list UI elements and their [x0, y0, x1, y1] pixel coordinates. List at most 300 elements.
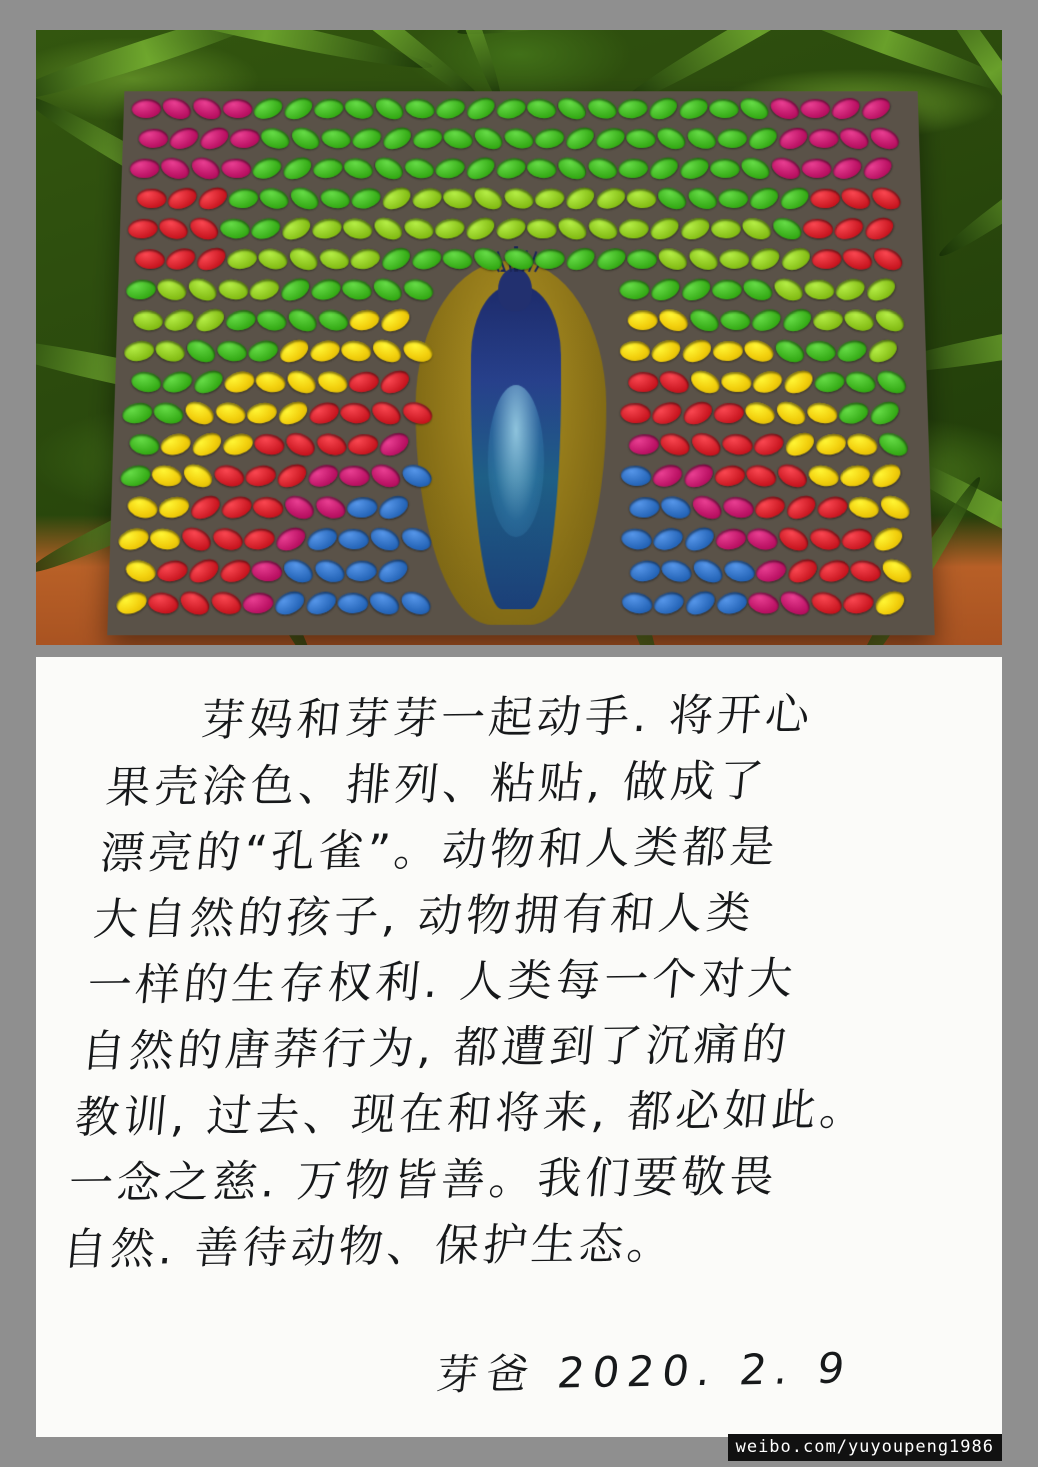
mosaic-shell — [562, 123, 597, 153]
mosaic-shell — [779, 305, 815, 336]
mosaic-shell — [276, 335, 312, 367]
mosaic-shell — [685, 124, 720, 153]
mosaic-shell — [350, 125, 384, 152]
mosaic-shell — [160, 368, 194, 396]
mosaic-shell — [380, 123, 415, 154]
mosaic-shell — [806, 400, 839, 426]
mosaic-shell — [680, 397, 716, 429]
mosaic-shell — [687, 366, 723, 397]
mosaic-shell — [746, 589, 780, 616]
mosaic-shell — [745, 525, 779, 553]
mosaic-shell — [309, 276, 343, 302]
mosaic-shell — [594, 184, 629, 213]
mosaic-shell — [875, 428, 911, 460]
mosaic-shell — [840, 526, 874, 552]
mosaic-shell — [375, 555, 411, 587]
mosaic-shell — [403, 155, 436, 181]
mosaic-shell — [649, 398, 684, 428]
mosaic-shell — [286, 243, 322, 274]
mosaic-shell — [163, 245, 198, 274]
mosaic-shell — [159, 94, 194, 123]
mosaic-shell — [720, 309, 751, 331]
mosaic-shell — [307, 399, 342, 427]
mosaic-shell — [866, 397, 902, 429]
mosaic-shell — [251, 495, 284, 520]
mosaic-shell — [320, 127, 352, 151]
mosaic-shell — [306, 461, 341, 490]
handwritten-signature: 芽爸 2020. 2. 9 — [433, 1343, 856, 1400]
mosaic-shell — [375, 492, 411, 524]
mosaic-shell — [410, 245, 444, 272]
mosaic-shell — [862, 213, 898, 244]
mosaic-shell — [257, 184, 292, 212]
mosaic-shell — [226, 247, 258, 271]
mosaic-shell — [223, 369, 257, 396]
mosaic-shell — [190, 366, 226, 398]
mosaic-shell — [280, 555, 316, 587]
mosaic-shell — [243, 527, 276, 551]
mosaic-shell — [877, 491, 913, 523]
mosaic-shell — [651, 589, 686, 618]
mosaic-shell — [349, 185, 383, 212]
mosaic-shell — [250, 559, 283, 583]
mosaic-shell — [315, 368, 350, 396]
mosaic-shell — [777, 587, 813, 620]
mosaic-shell — [804, 278, 836, 301]
mosaic-shell — [676, 94, 711, 122]
mosaic-shell — [619, 279, 649, 299]
mosaic-shell — [185, 274, 221, 305]
mosaic-shell — [218, 556, 253, 586]
mosaic-shell — [769, 153, 804, 183]
mosaic-shell — [656, 305, 691, 335]
mosaic-shell — [215, 338, 249, 364]
mosaic-shell — [255, 307, 289, 334]
mosaic-shell — [771, 274, 806, 305]
mosaic-shell — [781, 366, 817, 398]
mosaic-shell — [146, 590, 180, 615]
mosaic-shell — [811, 248, 843, 270]
mosaic-shell — [378, 305, 414, 336]
mosaic-shell — [690, 555, 726, 588]
mosaic-shell — [678, 274, 714, 304]
mosaic-shell — [810, 188, 841, 209]
mosaic-shell — [713, 463, 746, 488]
mosaic-shell — [628, 433, 660, 456]
mosaic-shell — [288, 123, 323, 153]
mosaic-shell — [251, 94, 285, 122]
mosaic-shell — [808, 525, 842, 553]
mosaic-shell — [312, 556, 348, 587]
mosaic-shell — [222, 98, 253, 119]
mosaic-shell — [312, 156, 344, 180]
mosaic-shell — [471, 123, 506, 154]
mosaic-shell — [272, 587, 308, 619]
mosaic-shell — [555, 153, 590, 184]
mosaic-shell — [282, 428, 318, 460]
mosaic-shell — [400, 398, 435, 428]
mosaic-shell — [463, 93, 498, 123]
watermark-label: weibo.com/yuyoupeng1986 — [728, 1434, 1002, 1461]
mosaic-shell — [833, 275, 868, 303]
mosaic-shell — [686, 244, 721, 274]
mosaic-shell — [366, 587, 402, 619]
mosaic-shell — [318, 246, 352, 272]
mosaic-shell — [341, 155, 375, 182]
mosaic-shell — [219, 217, 252, 241]
mosaic-shell — [658, 493, 693, 522]
mosaic-shell — [554, 93, 589, 123]
mosaic-shell — [136, 188, 167, 209]
mosaic-shell — [688, 428, 724, 460]
mosaic-shell — [813, 370, 846, 395]
mosaic-shell — [433, 156, 466, 182]
mosaic-shell — [719, 249, 749, 269]
mosaic-shell — [858, 94, 893, 124]
mosaic-shell — [525, 96, 558, 121]
mosaic-shell — [156, 214, 191, 243]
mosaic-shell — [195, 183, 230, 214]
mosaic-shell — [749, 306, 784, 335]
mosaic-shell — [281, 93, 316, 123]
mosaic-shell — [648, 336, 683, 366]
mosaic-shell — [618, 218, 649, 239]
mosaic-shell — [339, 401, 372, 425]
handwritten-line: 一样的生存权利. 人类每一个对大 — [85, 953, 799, 1012]
mosaic-shell — [402, 215, 436, 242]
mosaic-shell — [620, 341, 650, 362]
mosaic-shell — [368, 460, 404, 492]
mosaic-shell — [313, 97, 345, 120]
mosaic-shell — [874, 366, 910, 398]
mosaic-shell — [314, 430, 349, 459]
mosaic-shell — [847, 494, 881, 521]
mosaic-shell — [337, 592, 368, 613]
mosaic-shell — [123, 557, 158, 585]
mosaic-shell — [773, 397, 809, 429]
mosaic-shell — [872, 305, 908, 336]
mosaic-shell — [752, 493, 787, 521]
mosaic-shell — [247, 276, 281, 303]
mosaic-shell — [812, 308, 845, 332]
mosaic-shell — [715, 589, 750, 617]
mosaic-shell — [348, 246, 381, 272]
mosaic-shell — [220, 157, 252, 179]
mosaic-shell — [772, 335, 808, 366]
mosaic-shell — [747, 244, 782, 273]
mosaic-shell — [870, 523, 906, 555]
mosaic-shell — [342, 95, 376, 122]
mosaic-shell — [167, 124, 202, 153]
mosaic-shell — [534, 187, 566, 211]
mosaic-shell — [710, 158, 740, 178]
mosaic-shell — [377, 366, 413, 398]
mosaic-shell — [411, 126, 444, 151]
mosaic-shell — [739, 214, 774, 244]
mosaic-shell — [346, 496, 378, 519]
mosaic-shell — [471, 183, 506, 214]
mosaic-shell — [712, 340, 744, 362]
mosaic-shell — [863, 274, 899, 305]
mosaic-shell — [138, 128, 168, 148]
mosaic-shell — [194, 244, 229, 275]
mosaic-shell — [177, 587, 214, 620]
mosaic-shell — [709, 98, 740, 119]
mosaic-shell — [837, 124, 872, 153]
mosaic-shell — [304, 524, 340, 554]
mosaic-shell — [628, 310, 658, 330]
mosaic-shell — [659, 557, 694, 586]
mosaic-shell — [399, 461, 435, 491]
mosaic-shell — [401, 276, 436, 304]
mosaic-shell — [782, 428, 818, 460]
mosaic-shell — [217, 277, 250, 302]
mosaic-shell — [650, 461, 685, 490]
mosaic-shell — [190, 94, 225, 124]
mosaic-shell — [249, 215, 283, 243]
mosaic-shell — [803, 218, 834, 240]
handwritten-line: 自然. 善待动物、保护生态。 — [60, 1218, 678, 1276]
mosaic-shell — [783, 491, 819, 523]
mosaic-shell — [620, 527, 653, 552]
mosaic-shell — [563, 183, 598, 214]
mosaic-shell — [805, 339, 837, 363]
mosaic-shell — [187, 491, 223, 523]
mosaic-shell — [338, 464, 370, 487]
mosaic-shell — [770, 213, 805, 243]
mosaic-shell — [711, 279, 742, 300]
mosaic-shell — [502, 185, 536, 212]
mosaic-shell — [626, 188, 657, 210]
mosaic-shell — [470, 244, 506, 275]
mosaic-shell — [116, 525, 150, 553]
mosaic-shell — [555, 213, 590, 244]
mosaic-shell — [586, 214, 621, 243]
mosaic-shell — [718, 188, 748, 208]
mosaic-shell — [533, 126, 566, 150]
mosaic-shell — [654, 123, 689, 153]
mosaic-shell — [494, 215, 528, 243]
mosaic-shell — [865, 335, 901, 367]
mosaic-shell — [628, 371, 659, 392]
mosaic-shell — [376, 429, 412, 461]
handwritten-line: 芽妈和芽芽一起动手. 将开心 — [198, 689, 816, 747]
mosaic-shell — [627, 249, 657, 270]
mosaic-shell — [657, 430, 692, 460]
mosaic-shell — [620, 464, 652, 487]
mosaic-shell — [316, 307, 350, 334]
mosaic-shell — [711, 219, 741, 239]
mosaic-shell — [252, 432, 286, 458]
mosaic-shell — [287, 183, 322, 214]
mosaic-shell — [114, 589, 149, 618]
mosaic-shell — [119, 462, 153, 489]
mosaic-shell — [525, 156, 557, 180]
mosaic-shell — [722, 495, 755, 521]
mosaic-shell — [159, 431, 193, 458]
mosaic-shell — [186, 555, 222, 588]
mosaic-shell — [212, 462, 247, 490]
mosaic-shell — [256, 245, 290, 272]
mosaic-shell — [441, 125, 474, 151]
mosaic-shell — [617, 97, 649, 120]
mosaic-shell — [679, 336, 715, 367]
mosaic-shell — [838, 184, 873, 213]
mosaic-shell — [162, 306, 196, 334]
mosaic-shell — [502, 245, 537, 273]
mosaic-shell — [836, 399, 871, 427]
mosaic-shell — [121, 400, 154, 426]
mosaic-shell — [131, 99, 161, 118]
mosaic-shell — [628, 558, 661, 583]
mosaic-shell — [844, 368, 878, 396]
mosaic-shell — [178, 523, 214, 555]
mosaic-shell — [678, 214, 713, 244]
mosaic-shell — [681, 523, 717, 555]
mosaic-shell — [867, 123, 902, 153]
mosaic-shell — [399, 524, 435, 555]
mosaic-shell — [209, 588, 245, 618]
shell-mosaic — [107, 91, 934, 635]
mosaic-shell — [849, 558, 882, 584]
mosaic-shell — [594, 244, 629, 273]
mosaic-shell — [341, 215, 375, 241]
mosaic-shell — [224, 307, 257, 332]
mosaic-shell — [368, 397, 404, 429]
mosaic-shell — [870, 244, 905, 275]
mosaic-shell — [776, 124, 811, 153]
mosaic-shell — [180, 460, 216, 492]
handwritten-line: 教训, 过去、现在和将来, 都必如此。 — [72, 1084, 871, 1144]
mosaic-shell — [628, 495, 661, 519]
mosaic-shell — [767, 94, 802, 123]
mosaic-shell — [738, 153, 773, 183]
mosaic-shell — [319, 186, 352, 211]
mosaic-shell — [165, 184, 200, 213]
mosaic-shell — [807, 462, 841, 489]
mosaic-shell — [618, 157, 650, 179]
mosaic-shell — [784, 555, 821, 588]
mosaic-shell — [655, 244, 690, 274]
mosaic-shell — [347, 370, 380, 395]
mosaic-shell — [721, 370, 753, 393]
mosaic-shell — [127, 431, 161, 457]
mosaic-shell — [372, 93, 407, 123]
mosaic-shell — [502, 125, 536, 151]
mosaic-shell — [526, 217, 558, 240]
mosaic-shell — [433, 216, 466, 241]
mosaic-shell — [310, 216, 343, 241]
mosaic-shell — [367, 523, 403, 555]
mosaic-shell — [809, 589, 844, 618]
handwritten-note-card — [36, 657, 1002, 1437]
mosaic-shell — [677, 154, 712, 183]
mosaic-shell — [279, 213, 314, 244]
mosaic-shell — [347, 432, 379, 456]
mosaic-shell — [229, 127, 260, 149]
mosaic-shell — [872, 587, 909, 620]
mosaic-shell — [339, 339, 372, 364]
mosaic-shell — [713, 401, 746, 425]
mosaic-shell — [274, 460, 310, 492]
mosaic-shell — [585, 95, 619, 122]
mosaic-shell — [685, 184, 720, 213]
mosaic-shell — [182, 397, 218, 429]
mosaic-shell — [800, 99, 830, 118]
mosaic-shell — [379, 183, 414, 214]
mosaic-shell — [494, 96, 527, 122]
mosaic-shell — [860, 153, 895, 183]
mosaic-shell — [776, 523, 812, 556]
handwritten-line: 漂亮的“孔雀”。动物和人类都是 — [97, 821, 781, 880]
mosaic-shell — [681, 460, 717, 492]
mosaic-shell — [157, 494, 191, 521]
mosaic-shell — [340, 277, 374, 303]
mosaic-shell — [842, 306, 876, 334]
handwritten-line: 自然的唐莽行为, 都遭到了沉痛的 — [78, 1019, 793, 1078]
mosaic-shell — [186, 213, 222, 244]
handwritten-line: 果壳涂色、排列、粘贴, 做成了 — [103, 755, 770, 814]
mosaic-shell — [828, 94, 863, 123]
mosaic-shell — [750, 368, 785, 397]
mosaic-shell — [441, 186, 474, 211]
mosaic-shell — [151, 399, 186, 426]
mosaic-shell — [183, 335, 219, 367]
mosaic-shell — [815, 494, 850, 521]
mosaic-shell — [814, 431, 848, 457]
mosaic-shell — [743, 399, 778, 428]
mosaic-shell — [308, 337, 342, 364]
mosaic-shell — [378, 243, 414, 274]
mosaic-shell — [648, 274, 683, 304]
mosaic-shell — [840, 245, 875, 274]
mosaic-shell — [646, 153, 681, 183]
mosaic-shell — [125, 278, 157, 301]
mosaic-shell — [275, 397, 311, 429]
mosaic-shell — [242, 591, 274, 615]
mosaic-shell — [371, 213, 407, 244]
mosaic-shell — [838, 462, 873, 489]
mosaic-shell — [313, 492, 349, 522]
mosaic-shell — [802, 158, 832, 178]
mosaic-shell — [463, 213, 498, 244]
mosaic-shell — [410, 185, 444, 211]
mosaic-shell — [246, 338, 280, 365]
mosaic-shell — [463, 153, 498, 184]
mosaic-shell — [717, 128, 748, 149]
mosaic-shell — [687, 305, 723, 336]
mosaic-shell — [620, 590, 654, 616]
mosaic-shell — [228, 187, 260, 210]
mosaic-shell — [534, 248, 566, 271]
mosaic-shell — [650, 525, 685, 554]
mosaic-shell — [879, 555, 915, 588]
mosaic-shell — [130, 369, 164, 394]
mosaic-shell — [404, 96, 437, 121]
mosaic-shell — [303, 587, 339, 618]
mosaic-shell — [721, 432, 754, 456]
mosaic-shell — [817, 557, 852, 585]
mosaic-shell — [834, 337, 869, 365]
mosaic-shell — [647, 214, 682, 244]
mosaic-shell — [751, 430, 786, 459]
mosaic-shell — [284, 366, 320, 398]
mosaic-shell — [869, 183, 904, 213]
mosaic-shell — [273, 523, 309, 555]
mosaic-shell — [125, 494, 160, 521]
mosaic-shell — [132, 308, 165, 332]
mosaic-shell — [434, 96, 467, 122]
